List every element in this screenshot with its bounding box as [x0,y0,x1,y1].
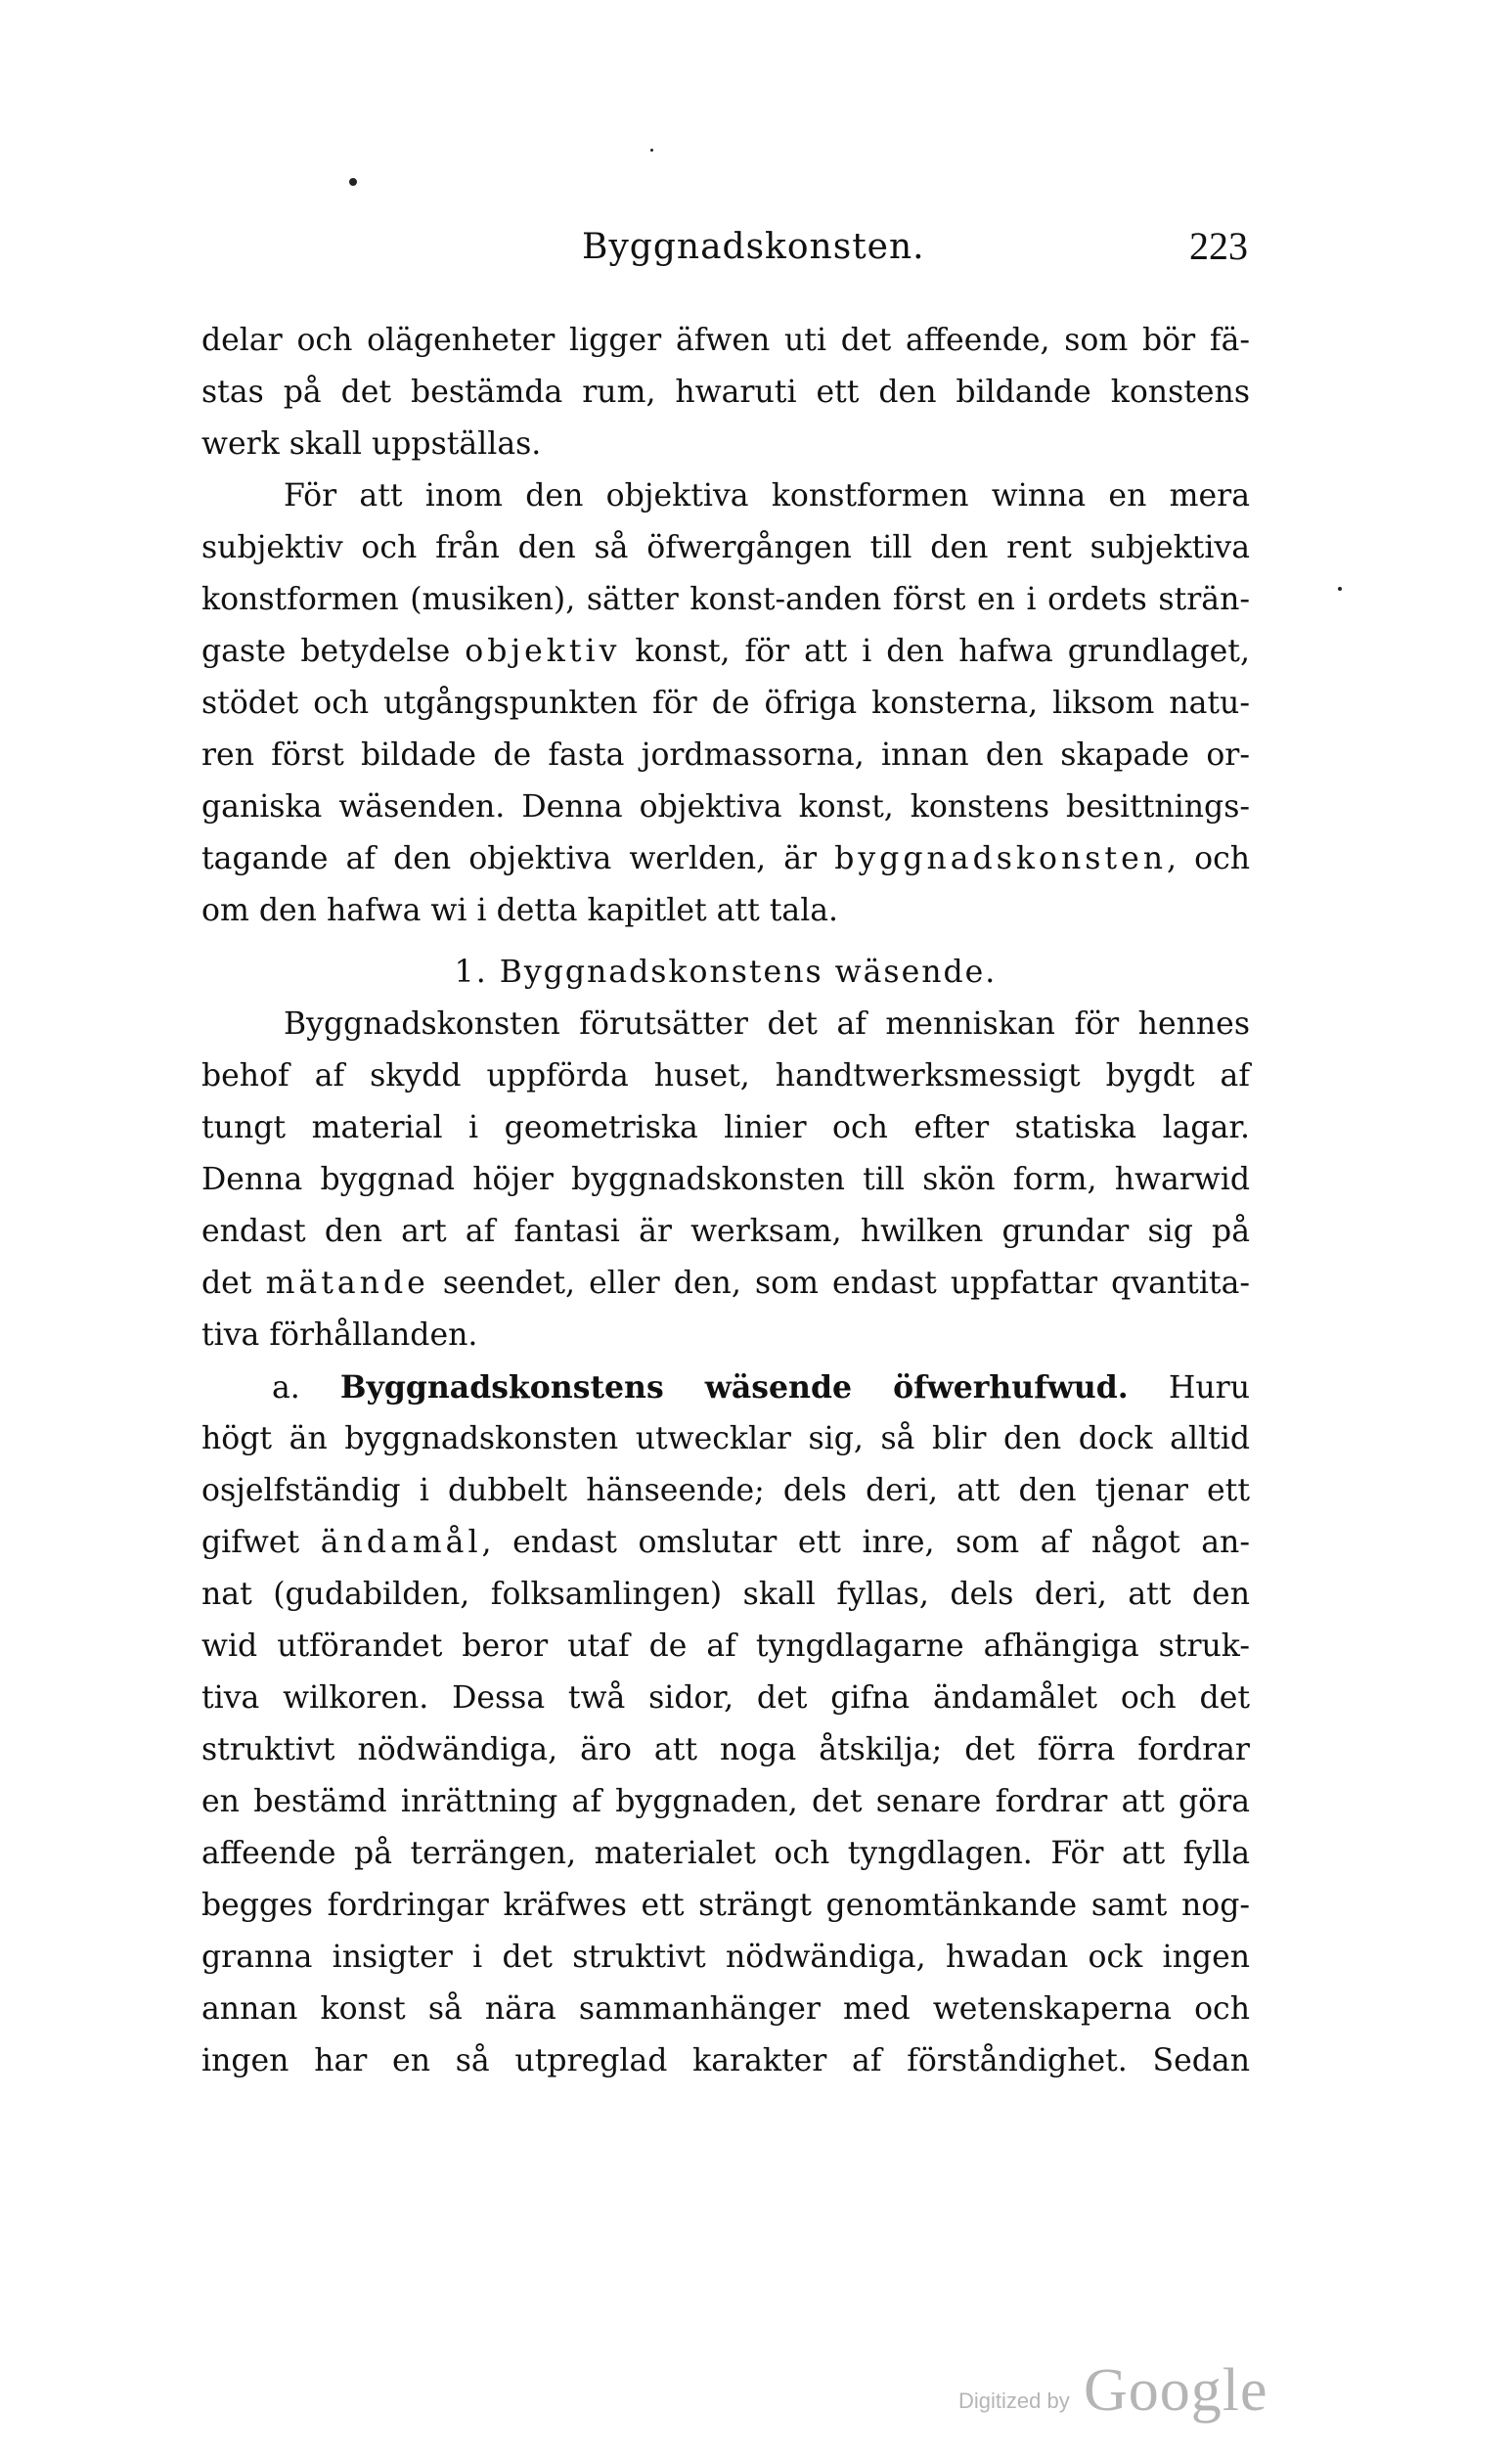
ink-speck [1338,587,1342,591]
page-number: 223 [1189,224,1248,268]
text-line: Denna byggnad höjer byggnadskonsten till skön form, hwarwid [201,1162,1250,1197]
text-line [201,1258,1250,1310]
subsection-marker: a. [272,1370,300,1406]
emphasized-word: mätande [265,1266,429,1301]
text-line: ren först bildade de fasta jordmassorna, innan den skapade or- [201,737,1250,773]
text-line [201,1828,1250,1880]
text-line: en bestämd inrättning af byggnaden, det senare fordrar att göra [201,1784,1250,1819]
text-line: struktivt nödwändiga, äro att noga åtskilja; det förra fordrar [201,1732,1250,1767]
text-line [201,1517,1250,1569]
text-line [201,2035,1250,2087]
digitized-by-label: Digitized by [958,2389,1070,2413]
text-line: granna insigter i det struktivt nödwändiga, hwadan ock ingen [201,1940,1250,1975]
text-line: begges fordringar kräfwes ett strängt genomtänkande samt nog- [201,1888,1250,1923]
text-run: ingen har en så utpreglad karakter af förståndighet. [201,2043,1128,2078]
text-run: gifwet [201,1525,321,1560]
text-run: , endast omslutar ett inre, som af något an- [481,1525,1250,1560]
text-run: tiva wilkoren. [201,1680,429,1716]
section-heading: 1. Byggnadskonstens wäsende. [454,955,998,990]
text-line: stas på det bestämda rum, hwaruti ett den bildande konstens [201,375,1250,410]
subsection-heading: Byggnadskonstens wäsende öfwerhufwud. [339,1369,1129,1406]
text-line: wid utförandet beror utaf de af tyngdlagarne afhängiga struk- [201,1629,1250,1664]
text-line: endast den art af fantasi är werksam, hwilken grundar sig på [201,1214,1250,1249]
text-run: Dessa twå sidor, det gifna ändamålet och det [452,1680,1250,1716]
text-line: annan konst så nära sammanhänger med wetenskaperna och [201,1991,1250,2027]
text-run: Denna objektiva konst, konstens besittnings- [521,789,1251,825]
text-line: osjelfständig i dubbelt hänseende; dels deri, att den tjenar ett [201,1473,1250,1508]
text-run: konst, för att i den hafwa grundlaget, [620,634,1250,669]
text-line: delar och olägenheter ligger äfwen uti det affeende, som bör fä- [201,323,1250,358]
text-line: För att inom den objektiva konstformen winna en mera [284,478,1250,514]
page-header [205,224,1248,286]
digitization-watermark [958,2347,1271,2426]
text-line: nat (gudabilden, folksamlingen) skall fyllas, dels deri, att den [201,1577,1250,1612]
text-run: tagande af den objektiva werlden, är [201,841,835,876]
text-line: om den hafwa wi i detta kapitlet att tala. [201,893,839,928]
text-line: subjektiv och från den så öfwergången till den rent subjektiva [201,530,1250,565]
text-line: konstformen (musiken), sätter konst-anden först en i ordets strän- [201,582,1250,617]
text-line: tungt material i geometriska linier och efter statiska lagar. [201,1110,1250,1145]
text-line [201,833,1250,885]
emphasized-word: byggnadskonsten [834,841,1167,876]
text-line: behof af skydd uppförda huset, handtwerksmessigt bygdt af [201,1058,1250,1094]
text-run: det [201,1266,266,1301]
text-line [201,781,1250,833]
ink-speck [650,149,653,152]
text-line: tiva förhållanden. [201,1317,478,1353]
body-text [201,315,1250,2087]
google-logo: Google [1084,2357,1268,2424]
text-line: stödet och utgångspunkten för de öfriga konsterna, liksom natu- [201,686,1250,721]
text-line: werk skall uppställas. [201,426,542,462]
text-run: seendet, eller den, som endast uppfattar qvantita- [428,1266,1250,1301]
text-run: Huru [1168,1370,1251,1406]
text-run: , och [1167,841,1251,876]
text-run: affeende på terrängen, materialet och tyngdlagen. [201,1836,1033,1871]
text-run: Sedan [1152,2043,1250,2078]
ink-speck [349,178,357,186]
text-run: gaste betydelse [201,634,466,669]
text-line [201,1673,1250,1724]
text-run: ganiska wäsenden. [201,789,506,825]
text-line: högt än byggnadskonsten utwecklar sig, så blir den dock alltid [201,1421,1250,1456]
text-run: För att fylla [1050,1836,1250,1871]
text-line [201,626,1250,678]
running-head: Byggnadskonsten. [582,227,925,267]
text-line: Byggnadskonsten förutsätter det af menniskan för hennes [284,1006,1250,1042]
subsection-line [201,1362,1250,1413]
emphasized-word: ändamål [320,1525,482,1560]
emphasized-word: objektiv [465,634,621,669]
